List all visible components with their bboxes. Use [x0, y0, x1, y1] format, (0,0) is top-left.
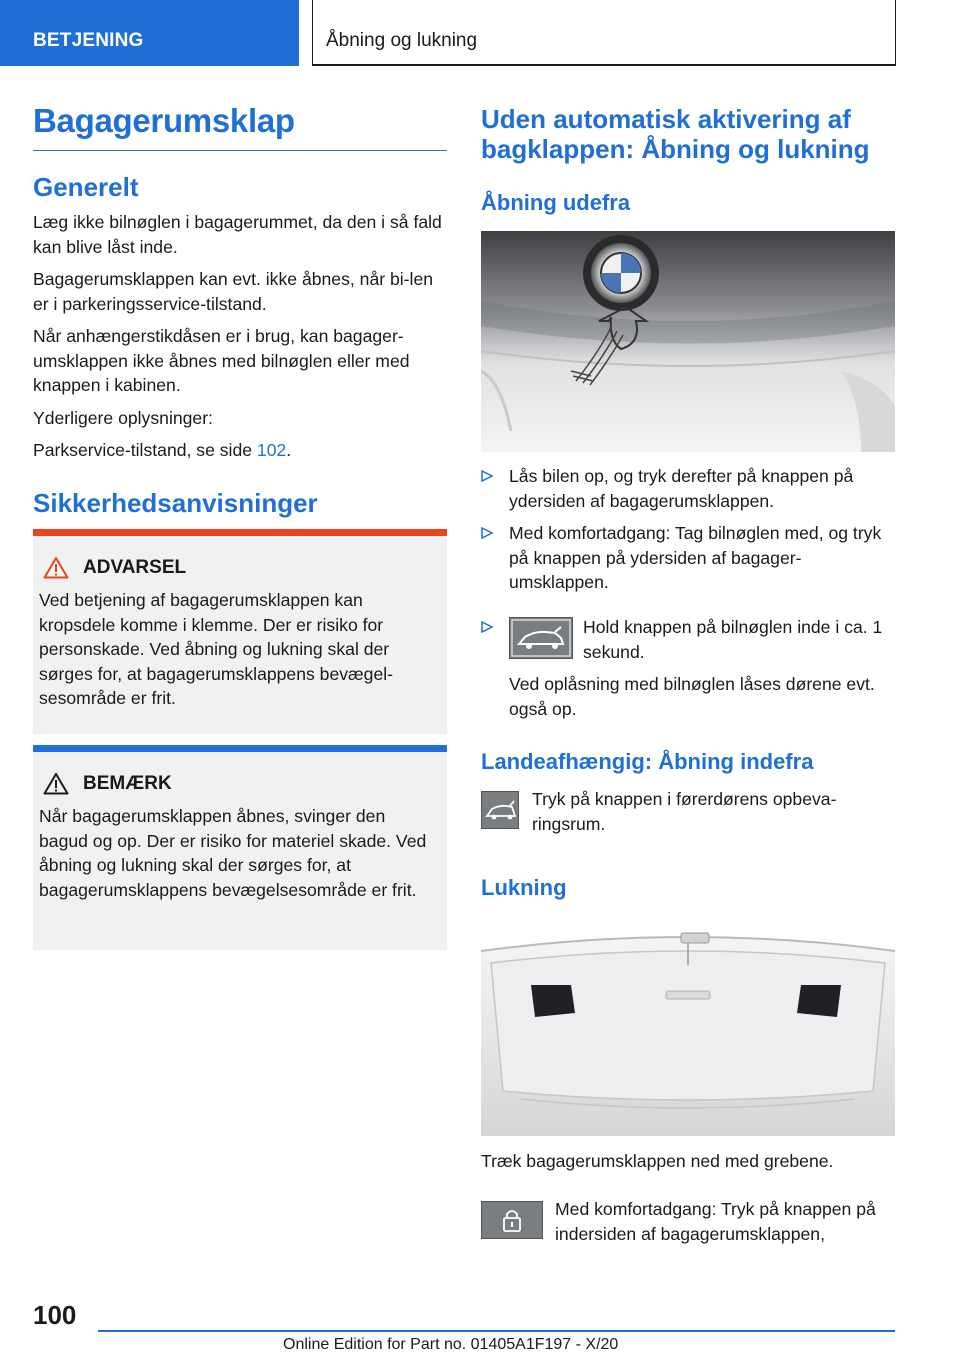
warning-box: [33, 529, 447, 734]
notice-title: [33, 752, 447, 795]
car-key-trunk-button-icon: [509, 617, 573, 659]
list-item-note: Ved oplåsning med bilnøglen låses dørene evt. også op.: [509, 674, 875, 719]
closing-text: Træk bagagerumsklappen ned med grebene.: [481, 1151, 834, 1171]
warning-bar: [33, 529, 447, 536]
notice-box: [33, 745, 447, 950]
trunk-interior-illustration: [481, 921, 895, 1136]
list-item: [481, 521, 895, 595]
warning-title-text: ADVARSEL: [83, 556, 187, 578]
comfort-text: Med komfortadgang: Tryk på knappen på indersiden af bagagerumsklappen,: [555, 1199, 876, 1244]
comfort-text-wrap: [555, 1197, 895, 1246]
header-section: BETJENING: [0, 0, 299, 66]
triangle-bullet-icon: [481, 527, 493, 539]
page-title: Bagagerumsklap: [33, 102, 447, 151]
general-section: [33, 210, 447, 463]
triangle-bullet-icon: [481, 621, 493, 633]
trunk-interior-image: [481, 921, 895, 1136]
warning-triangle-icon: [43, 772, 69, 795]
general-heading: Generelt: [33, 172, 139, 202]
footer-rule: [98, 1330, 895, 1332]
triangle-bullet-icon: [481, 470, 493, 482]
notice-title-text: BEMÆRK: [83, 772, 172, 794]
closing-heading: Lukning: [481, 875, 567, 900]
list-item-text: Lås bilen op, og tryk derefter på knappen på ydersiden af bagagerumsklappen.: [509, 466, 854, 511]
paragraph: Læg ikke bilnøglen i bagagerummet, da den i så fald kan blive låst inde.: [33, 212, 442, 257]
opening-outside-heading: Åbning udefra: [481, 190, 631, 215]
reference-prefix: Parkservice-tilstand, se side: [33, 440, 257, 460]
paragraph: Når anhængerstikdåsen er i brug, kan bagager-umsklappen ikke åbnes med bilnøglen eller med knappen i kabinen.: [33, 326, 410, 395]
closing-text-wrap: [481, 1149, 895, 1174]
paragraph: [33, 438, 447, 463]
header-chapter: Åbning og lukning: [312, 0, 896, 66]
safety-heading: Sikkerhedsanvisninger: [33, 488, 318, 518]
notice-text: Når bagagerumsklappen åbnes, svinger den bagud og op. Der er risiko for materiel skade. Ved åbning og lukning skal der sørges for, at bagagerumsklappens bevægelsesområde er frit.: [39, 806, 427, 900]
footer-edition: Online Edition for Part no. 01405A1F197 - X/20: [283, 1336, 619, 1353]
trunk-exterior-illustration: [481, 231, 895, 452]
warning-triangle-icon: [43, 556, 69, 579]
lock-button-icon: [481, 1201, 543, 1239]
page-number: 100: [33, 1300, 77, 1330]
inside-text: Tryk på knappen i førerdørens opbeva-ringsrum.: [532, 789, 837, 834]
inside-text-wrap: [532, 787, 895, 836]
reference-suffix: .: [286, 440, 292, 460]
list-item-text: Hold knappen på bilnøglen inde i ca. 1 sekund.: [583, 617, 883, 662]
right-section-heading: Uden automatisk aktivering af bagklappen: Åbning og lukning: [481, 104, 870, 164]
list-item-text: Med komfortadgang: Tag bilnøglen med, og tryk på knappen på ydersiden af bagager-umsklappen.: [509, 523, 882, 592]
warning-title: [33, 536, 447, 579]
warning-text: Ved betjening af bagagerumsklappen kan kropsdele komme i klemme. Der er risiko for personskade. Ved åbning og lukning skal der sørges for, at bagagerumsklappens bevægel-sesområde er frit.: [39, 590, 394, 708]
trunk-release-button-icon: [481, 791, 519, 829]
page-header: [0, 0, 960, 66]
page-reference-link[interactable]: 102: [256, 440, 287, 460]
list-item: [481, 615, 895, 721]
country-heading: Landeafhængig: Åbning indefra: [481, 749, 814, 774]
list-item: [481, 464, 895, 513]
trunk-exterior-image: [481, 231, 895, 452]
paragraph: Bagagerumsklappen kan evt. ikke åbnes, når bi-len er i parkeringsservice-tilstand.: [33, 269, 434, 314]
notice-bar: [33, 745, 447, 752]
paragraph: Yderligere oplysninger:: [33, 407, 213, 428]
